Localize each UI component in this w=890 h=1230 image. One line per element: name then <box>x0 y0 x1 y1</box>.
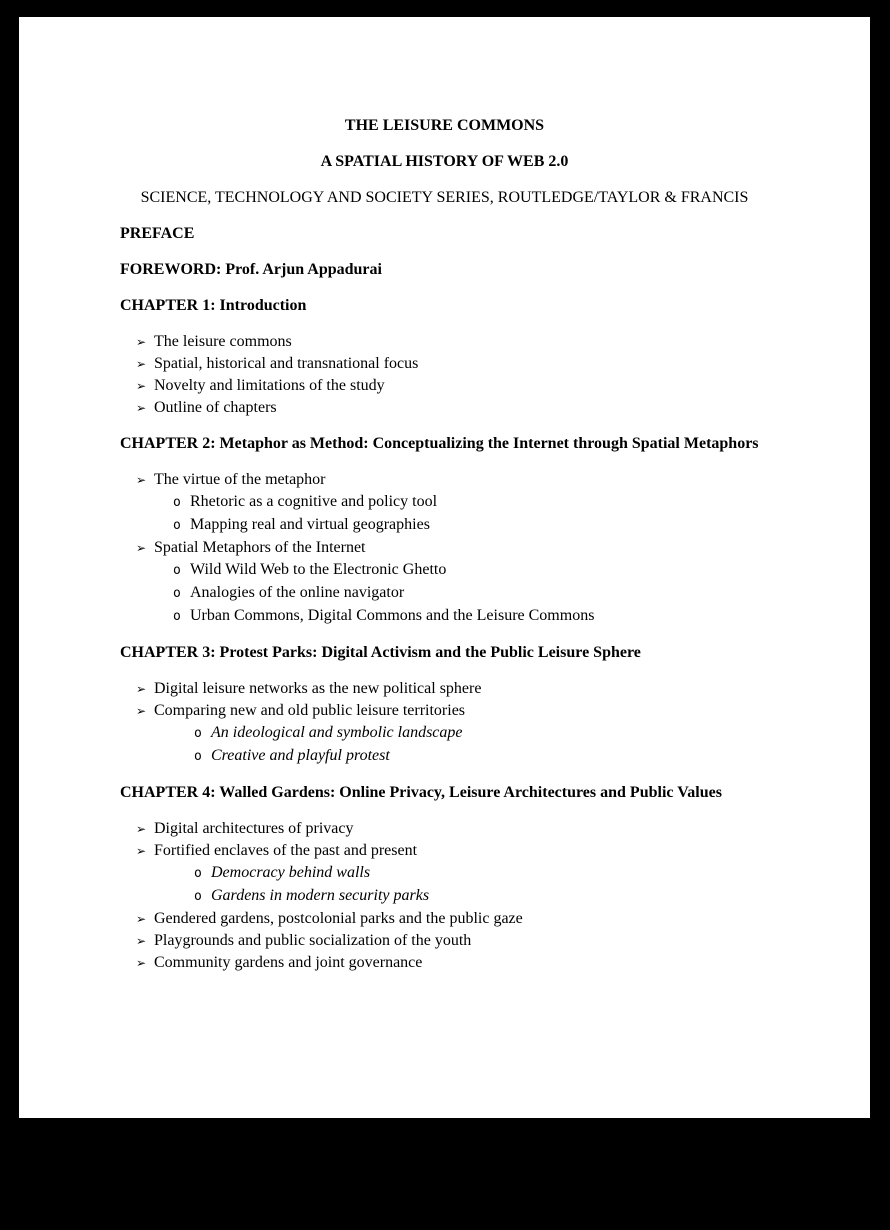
chapter-4-heading: CHAPTER 4: Walled Gardens: Online Privacy, Leisure Architectures and Public Values <box>120 784 722 801</box>
toc-item <box>120 930 769 952</box>
toc-item-label: Wild Wild Web to the Electronic Ghetto <box>190 561 447 578</box>
toc-item <box>120 885 769 908</box>
arrow-bullet-icon: ➢ <box>136 541 147 555</box>
arrow-bullet-icon: ➢ <box>136 357 147 371</box>
arrow-bullet-icon: ➢ <box>136 844 147 858</box>
toc-item <box>120 700 769 722</box>
toc-item <box>120 514 769 537</box>
circle-bullet-icon: o <box>173 495 181 510</box>
document-page <box>19 17 870 1118</box>
toc-item-label: Rhetoric as a cognitive and policy tool <box>190 493 438 510</box>
chapter-1-heading: CHAPTER 1: Introduction <box>120 297 307 314</box>
preface-heading: PREFACE <box>120 225 195 242</box>
toc-item-label: Digital leisure networks as the new political sphere <box>154 680 482 697</box>
toc-item <box>120 605 769 628</box>
toc-item <box>120 491 769 514</box>
page-subtitle: A SPATIAL HISTORY OF WEB 2.0 <box>320 153 569 170</box>
chapter-2-heading: CHAPTER 2: Metaphor as Method: Conceptualizing the Internet through Spatial Metaphors <box>120 435 759 452</box>
circle-bullet-icon: o <box>194 866 202 881</box>
toc-item-label: Playgrounds and public socialization of the youth <box>154 932 472 949</box>
circle-bullet-icon: o <box>173 563 181 578</box>
circle-bullet-icon: o <box>194 726 202 741</box>
toc-item-label: Mapping real and virtual geographies <box>190 516 430 533</box>
toc-item-label: Democracy behind walls <box>211 864 371 881</box>
page-title: THE LEISURE COMMONS <box>344 117 545 134</box>
arrow-bullet-icon: ➢ <box>136 934 147 948</box>
toc-item <box>120 745 769 768</box>
toc-item-label: An ideological and symbolic landscape <box>211 724 463 741</box>
arrow-bullet-icon: ➢ <box>136 682 147 696</box>
chapter-3-list <box>120 678 769 768</box>
toc-item <box>120 908 769 930</box>
circle-bullet-icon: o <box>173 518 181 533</box>
toc-item <box>120 331 769 353</box>
toc-item <box>120 469 769 491</box>
arrow-bullet-icon: ➢ <box>136 401 147 415</box>
toc-item-label: Spatial, historical and transnational focus <box>154 355 419 372</box>
toc-item-label: Urban Commons, Digital Commons and the Leisure Commons <box>190 607 595 624</box>
toc-item-label: Gendered gardens, postcolonial parks and the public gaze <box>154 910 523 927</box>
toc-item <box>120 678 769 700</box>
arrow-bullet-icon: ➢ <box>136 912 147 926</box>
chapter-3-heading: CHAPTER 3: Protest Parks: Digital Activism and the Public Leisure Sphere <box>120 644 641 661</box>
toc-item-label: Digital architectures of privacy <box>154 820 354 837</box>
toc-item-label: Community gardens and joint governance <box>154 954 423 971</box>
toc-item-label: Fortified enclaves of the past and present <box>154 842 418 859</box>
toc-item <box>120 840 769 862</box>
toc-item <box>120 537 769 559</box>
toc-item <box>120 952 769 974</box>
foreword-heading: FOREWORD: Prof. Arjun Appadurai <box>120 261 382 278</box>
page-content <box>19 17 870 974</box>
arrow-bullet-icon: ➢ <box>136 956 147 970</box>
circle-bullet-icon: o <box>173 609 181 624</box>
toc-item <box>120 353 769 375</box>
arrow-bullet-icon: ➢ <box>136 473 147 487</box>
toc-item <box>120 375 769 397</box>
toc-item-label: The virtue of the metaphor <box>154 471 326 488</box>
series-line: SCIENCE, TECHNOLOGY AND SOCIETY SERIES, ROUTLEDGE/TAYLOR & FRANCIS <box>140 189 749 206</box>
toc-item-label: Creative and playful protest <box>211 747 390 764</box>
toc-item-label: Novelty and limitations of the study <box>154 377 385 394</box>
toc-item <box>120 582 769 605</box>
arrow-bullet-icon: ➢ <box>136 335 147 349</box>
toc-item <box>120 397 769 419</box>
toc-item-label: Gardens in modern security parks <box>211 887 430 904</box>
circle-bullet-icon: o <box>194 749 202 764</box>
toc-item <box>120 559 769 582</box>
toc-item-label: Comparing new and old public leisure territories <box>154 702 466 719</box>
toc-item-label: The leisure commons <box>154 333 292 350</box>
toc-item-label: Spatial Metaphors of the Internet <box>154 539 366 556</box>
circle-bullet-icon: o <box>194 889 202 904</box>
toc-item <box>120 818 769 840</box>
arrow-bullet-icon: ➢ <box>136 379 147 393</box>
toc-item-label: Outline of chapters <box>154 399 277 416</box>
arrow-bullet-icon: ➢ <box>136 822 147 836</box>
chapter-4-list <box>120 818 769 974</box>
toc-item-label: Analogies of the online navigator <box>190 584 405 601</box>
chapter-1-list <box>120 331 769 419</box>
toc-item <box>120 722 769 745</box>
chapter-2-list <box>120 469 769 628</box>
toc-item <box>120 862 769 885</box>
arrow-bullet-icon: ➢ <box>136 704 147 718</box>
circle-bullet-icon: o <box>173 586 181 601</box>
